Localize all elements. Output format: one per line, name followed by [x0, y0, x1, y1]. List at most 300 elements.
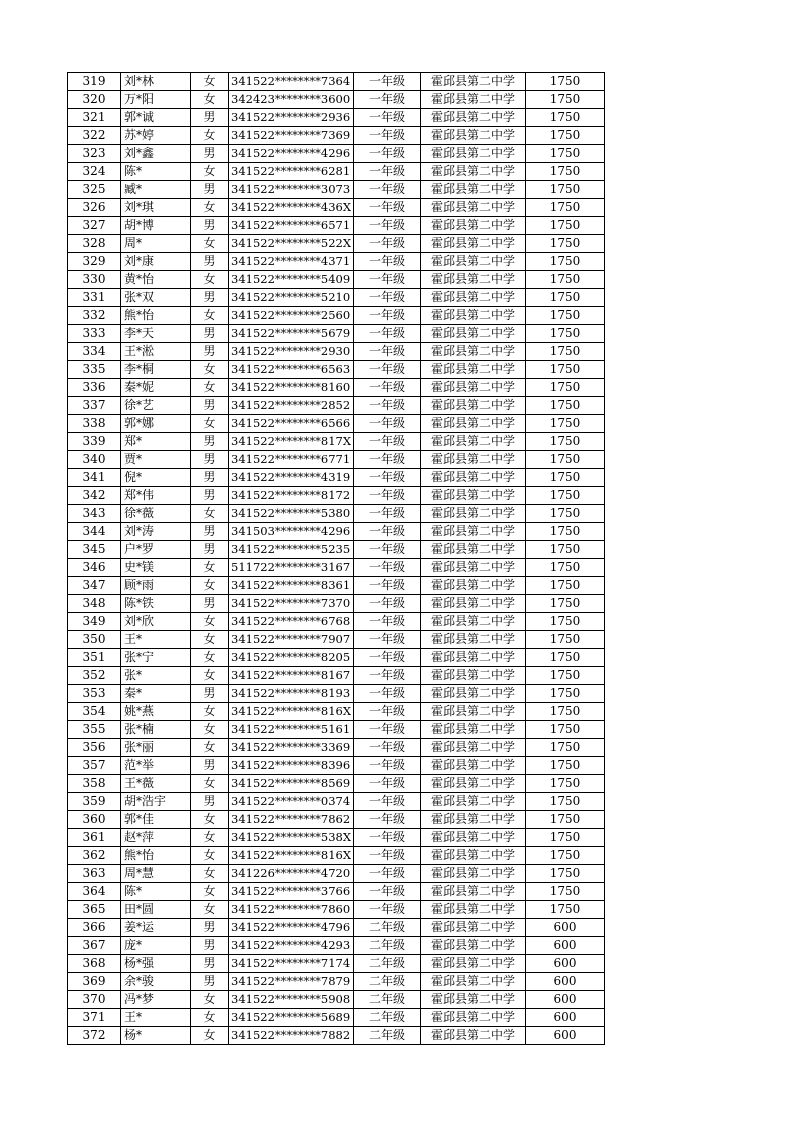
gender-cell: 男 — [191, 325, 229, 343]
name-cell: 万*阳 — [121, 91, 191, 109]
id-number-cell: 341226********4720 — [229, 865, 354, 883]
school-cell: 霍邱县第二中学 — [421, 451, 526, 469]
school-cell: 霍邱县第二中学 — [421, 73, 526, 91]
school-cell: 霍邱县第二中学 — [421, 415, 526, 433]
row-number-cell: 358 — [68, 775, 121, 793]
grade-cell: 一年级 — [354, 199, 421, 217]
gender-cell: 女 — [191, 559, 229, 577]
name-cell: 徐*艺 — [121, 397, 191, 415]
amount-cell: 1750 — [526, 757, 605, 775]
name-cell: 顾*雨 — [121, 577, 191, 595]
grade-cell: 一年级 — [354, 631, 421, 649]
id-number-cell: 341522********5689 — [229, 1009, 354, 1027]
gender-cell: 女 — [191, 991, 229, 1009]
name-cell: 姚*燕 — [121, 703, 191, 721]
school-cell: 霍邱县第二中学 — [421, 703, 526, 721]
id-number-cell: 511722********3167 — [229, 559, 354, 577]
gender-cell: 男 — [191, 973, 229, 991]
grade-cell: 二年级 — [354, 919, 421, 937]
school-cell: 霍邱县第二中学 — [421, 559, 526, 577]
amount-cell: 1750 — [526, 325, 605, 343]
grade-cell: 二年级 — [354, 1027, 421, 1045]
school-cell: 霍邱县第二中学 — [421, 685, 526, 703]
id-number-cell: 341522********5210 — [229, 289, 354, 307]
grade-cell: 一年级 — [354, 505, 421, 523]
id-number-cell: 341522********3369 — [229, 739, 354, 757]
table-row — [68, 379, 605, 397]
amount-cell: 1750 — [526, 577, 605, 595]
name-cell: 郑*伟 — [121, 487, 191, 505]
id-number-cell: 341522********8569 — [229, 775, 354, 793]
id-number-cell: 341522********6771 — [229, 451, 354, 469]
row-number-cell: 361 — [68, 829, 121, 847]
gender-cell: 女 — [191, 847, 229, 865]
row-number-cell: 366 — [68, 919, 121, 937]
gender-cell: 女 — [191, 379, 229, 397]
id-number-cell: 341522********8361 — [229, 577, 354, 595]
grade-cell: 二年级 — [354, 955, 421, 973]
id-number-cell: 341522********816X — [229, 847, 354, 865]
id-number-cell: 341503********4296 — [229, 523, 354, 541]
id-number-cell: 341522********6768 — [229, 613, 354, 631]
name-cell: 张*丽 — [121, 739, 191, 757]
id-number-cell: 341522********2936 — [229, 109, 354, 127]
school-cell: 霍邱县第二中学 — [421, 739, 526, 757]
name-cell: 李*桐 — [121, 361, 191, 379]
school-cell: 霍邱县第二中学 — [421, 163, 526, 181]
gender-cell: 男 — [191, 469, 229, 487]
grade-cell: 二年级 — [354, 937, 421, 955]
row-number-cell: 355 — [68, 721, 121, 739]
school-cell: 霍邱县第二中学 — [421, 469, 526, 487]
name-cell: 胡*博 — [121, 217, 191, 235]
table-row — [68, 631, 605, 649]
grade-cell: 一年级 — [354, 487, 421, 505]
id-number-cell: 341522********8172 — [229, 487, 354, 505]
school-cell: 霍邱县第二中学 — [421, 937, 526, 955]
grade-cell: 一年级 — [354, 469, 421, 487]
gender-cell: 男 — [191, 685, 229, 703]
grade-cell: 一年级 — [354, 451, 421, 469]
school-cell: 霍邱县第二中学 — [421, 631, 526, 649]
amount-cell: 600 — [526, 955, 605, 973]
id-number-cell: 341522********538X — [229, 829, 354, 847]
table-row — [68, 649, 605, 667]
name-cell: 田*圆 — [121, 901, 191, 919]
name-cell: 庞* — [121, 937, 191, 955]
school-cell: 霍邱县第二中学 — [421, 127, 526, 145]
gender-cell: 女 — [191, 631, 229, 649]
amount-cell: 1750 — [526, 739, 605, 757]
name-cell: 刘*琪 — [121, 199, 191, 217]
gender-cell: 女 — [191, 721, 229, 739]
table-row — [68, 217, 605, 235]
name-cell: 李*天 — [121, 325, 191, 343]
grade-cell: 一年级 — [354, 865, 421, 883]
id-number-cell: 341522********817X — [229, 433, 354, 451]
school-cell: 霍邱县第二中学 — [421, 991, 526, 1009]
name-cell: 刘*康 — [121, 253, 191, 271]
id-number-cell: 341522********7369 — [229, 127, 354, 145]
row-number-cell: 349 — [68, 613, 121, 631]
school-cell: 霍邱县第二中学 — [421, 91, 526, 109]
name-cell: 王* — [121, 631, 191, 649]
amount-cell: 1750 — [526, 379, 605, 397]
row-number-cell: 337 — [68, 397, 121, 415]
school-cell: 霍邱县第二中学 — [421, 181, 526, 199]
gender-cell: 女 — [191, 667, 229, 685]
table-row — [68, 901, 605, 919]
amount-cell: 600 — [526, 991, 605, 1009]
name-cell: 苏*婷 — [121, 127, 191, 145]
id-number-cell: 341522********6566 — [229, 415, 354, 433]
amount-cell: 1750 — [526, 487, 605, 505]
school-cell: 霍邱县第二中学 — [421, 919, 526, 937]
id-number-cell: 341522********8160 — [229, 379, 354, 397]
amount-cell: 1750 — [526, 703, 605, 721]
name-cell: 张*宁 — [121, 649, 191, 667]
name-cell: 范*举 — [121, 757, 191, 775]
amount-cell: 600 — [526, 1027, 605, 1045]
amount-cell: 1750 — [526, 883, 605, 901]
row-number-cell: 362 — [68, 847, 121, 865]
amount-cell: 1750 — [526, 847, 605, 865]
id-number-cell: 341522********816X — [229, 703, 354, 721]
row-number-cell: 352 — [68, 667, 121, 685]
amount-cell: 1750 — [526, 667, 605, 685]
school-cell: 霍邱县第二中学 — [421, 109, 526, 127]
table-row — [68, 793, 605, 811]
amount-cell: 1750 — [526, 793, 605, 811]
school-cell: 霍邱县第二中学 — [421, 487, 526, 505]
amount-cell: 600 — [526, 973, 605, 991]
id-number-cell: 341522********5679 — [229, 325, 354, 343]
row-number-cell: 354 — [68, 703, 121, 721]
name-cell: 刘*欣 — [121, 613, 191, 631]
name-cell: 陈* — [121, 883, 191, 901]
name-cell: 陈*铁 — [121, 595, 191, 613]
school-cell: 霍邱县第二中学 — [421, 1009, 526, 1027]
id-number-cell: 341522********5908 — [229, 991, 354, 1009]
grade-cell: 一年级 — [354, 343, 421, 361]
amount-cell: 1750 — [526, 505, 605, 523]
row-number-cell: 335 — [68, 361, 121, 379]
name-cell: 徐*薇 — [121, 505, 191, 523]
amount-cell: 1750 — [526, 343, 605, 361]
school-cell: 霍邱县第二中学 — [421, 883, 526, 901]
school-cell: 霍邱县第二中学 — [421, 955, 526, 973]
grade-cell: 一年级 — [354, 757, 421, 775]
table-row — [68, 163, 605, 181]
gender-cell: 男 — [191, 523, 229, 541]
table-row — [68, 721, 605, 739]
gender-cell: 女 — [191, 775, 229, 793]
id-number-cell: 341522********4296 — [229, 145, 354, 163]
name-cell: 臧* — [121, 181, 191, 199]
gender-cell: 女 — [191, 505, 229, 523]
gender-cell: 女 — [191, 73, 229, 91]
school-cell: 霍邱县第二中学 — [421, 505, 526, 523]
school-cell: 霍邱县第二中学 — [421, 325, 526, 343]
table-row — [68, 487, 605, 505]
grade-cell: 一年级 — [354, 901, 421, 919]
grade-cell: 一年级 — [354, 217, 421, 235]
grade-cell: 二年级 — [354, 1009, 421, 1027]
amount-cell: 1750 — [526, 685, 605, 703]
school-cell: 霍邱县第二中学 — [421, 793, 526, 811]
id-number-cell: 342423********3600 — [229, 91, 354, 109]
grade-cell: 一年级 — [354, 793, 421, 811]
amount-cell: 1750 — [526, 145, 605, 163]
gender-cell: 女 — [191, 127, 229, 145]
table-row — [68, 919, 605, 937]
table-row — [68, 829, 605, 847]
name-cell: 刘*鑫 — [121, 145, 191, 163]
id-number-cell: 341522********6281 — [229, 163, 354, 181]
id-number-cell: 341522********6571 — [229, 217, 354, 235]
gender-cell: 女 — [191, 613, 229, 631]
row-number-cell: 356 — [68, 739, 121, 757]
gender-cell: 女 — [191, 739, 229, 757]
gender-cell: 男 — [191, 451, 229, 469]
row-number-cell: 359 — [68, 793, 121, 811]
table-row — [68, 739, 605, 757]
grade-cell: 一年级 — [354, 235, 421, 253]
name-cell: 刘*涛 — [121, 523, 191, 541]
student-table — [67, 72, 605, 1045]
school-cell: 霍邱县第二中学 — [421, 721, 526, 739]
amount-cell: 1750 — [526, 631, 605, 649]
table-row — [68, 199, 605, 217]
grade-cell: 一年级 — [354, 127, 421, 145]
amount-cell: 1750 — [526, 181, 605, 199]
grade-cell: 一年级 — [354, 685, 421, 703]
id-number-cell: 341522********3073 — [229, 181, 354, 199]
row-number-cell: 368 — [68, 955, 121, 973]
id-number-cell: 341522********0374 — [229, 793, 354, 811]
table-row — [68, 253, 605, 271]
id-number-cell: 341522********7860 — [229, 901, 354, 919]
amount-cell: 1750 — [526, 73, 605, 91]
id-number-cell: 341522********2930 — [229, 343, 354, 361]
row-number-cell: 357 — [68, 757, 121, 775]
table-row — [68, 289, 605, 307]
grade-cell: 一年级 — [354, 91, 421, 109]
name-cell: 熊*怡 — [121, 847, 191, 865]
grade-cell: 一年级 — [354, 163, 421, 181]
id-number-cell: 341522********2560 — [229, 307, 354, 325]
school-cell: 霍邱县第二中学 — [421, 973, 526, 991]
table-row — [68, 847, 605, 865]
school-cell: 霍邱县第二中学 — [421, 595, 526, 613]
name-cell: 史*镁 — [121, 559, 191, 577]
school-cell: 霍邱县第二中学 — [421, 361, 526, 379]
grade-cell: 一年级 — [354, 775, 421, 793]
gender-cell: 男 — [191, 109, 229, 127]
name-cell: 郭*诚 — [121, 109, 191, 127]
amount-cell: 1750 — [526, 613, 605, 631]
row-number-cell: 340 — [68, 451, 121, 469]
table-row — [68, 181, 605, 199]
table-row — [68, 127, 605, 145]
id-number-cell: 341522********522X — [229, 235, 354, 253]
amount-cell: 1750 — [526, 541, 605, 559]
gender-cell: 女 — [191, 649, 229, 667]
grade-cell: 一年级 — [354, 883, 421, 901]
row-number-cell: 351 — [68, 649, 121, 667]
table-row — [68, 145, 605, 163]
gender-cell: 男 — [191, 955, 229, 973]
name-cell: 秦* — [121, 685, 191, 703]
id-number-cell: 341522********4796 — [229, 919, 354, 937]
amount-cell: 1750 — [526, 865, 605, 883]
gender-cell: 男 — [191, 397, 229, 415]
amount-cell: 1750 — [526, 559, 605, 577]
id-number-cell: 341522********5161 — [229, 721, 354, 739]
row-number-cell: 334 — [68, 343, 121, 361]
school-cell: 霍邱县第二中学 — [421, 433, 526, 451]
school-cell: 霍邱县第二中学 — [421, 307, 526, 325]
table-row — [68, 883, 605, 901]
gender-cell: 男 — [191, 919, 229, 937]
amount-cell: 1750 — [526, 415, 605, 433]
id-number-cell: 341522********8167 — [229, 667, 354, 685]
grade-cell: 二年级 — [354, 991, 421, 1009]
grade-cell: 一年级 — [354, 559, 421, 577]
school-cell: 霍邱县第二中学 — [421, 613, 526, 631]
amount-cell: 1750 — [526, 253, 605, 271]
grade-cell: 一年级 — [354, 613, 421, 631]
row-number-cell: 322 — [68, 127, 121, 145]
grade-cell: 一年级 — [354, 181, 421, 199]
row-number-cell: 328 — [68, 235, 121, 253]
table-row — [68, 271, 605, 289]
grade-cell: 一年级 — [354, 703, 421, 721]
gender-cell: 女 — [191, 415, 229, 433]
row-number-cell: 330 — [68, 271, 121, 289]
row-number-cell: 346 — [68, 559, 121, 577]
table-row — [68, 595, 605, 613]
gender-cell: 女 — [191, 271, 229, 289]
amount-cell: 600 — [526, 919, 605, 937]
table-row — [68, 757, 605, 775]
grade-cell: 一年级 — [354, 541, 421, 559]
amount-cell: 1750 — [526, 523, 605, 541]
id-number-cell: 341522********4319 — [229, 469, 354, 487]
row-number-cell: 364 — [68, 883, 121, 901]
amount-cell: 1750 — [526, 361, 605, 379]
row-number-cell: 344 — [68, 523, 121, 541]
name-cell: 赵*萍 — [121, 829, 191, 847]
name-cell: 张*双 — [121, 289, 191, 307]
row-number-cell: 331 — [68, 289, 121, 307]
school-cell: 霍邱县第二中学 — [421, 271, 526, 289]
row-number-cell: 350 — [68, 631, 121, 649]
name-cell: 杨*强 — [121, 955, 191, 973]
row-number-cell: 323 — [68, 145, 121, 163]
id-number-cell: 341522********6563 — [229, 361, 354, 379]
amount-cell: 1750 — [526, 91, 605, 109]
table-row — [68, 613, 605, 631]
amount-cell: 1750 — [526, 289, 605, 307]
school-cell: 霍邱县第二中学 — [421, 379, 526, 397]
row-number-cell: 348 — [68, 595, 121, 613]
name-cell: 胡*浩宇 — [121, 793, 191, 811]
name-cell: 冯*梦 — [121, 991, 191, 1009]
grade-cell: 一年级 — [354, 721, 421, 739]
name-cell: 郑* — [121, 433, 191, 451]
gender-cell: 男 — [191, 217, 229, 235]
row-number-cell: 345 — [68, 541, 121, 559]
school-cell: 霍邱县第二中学 — [421, 649, 526, 667]
row-number-cell: 339 — [68, 433, 121, 451]
gender-cell: 男 — [191, 433, 229, 451]
id-number-cell: 341522********8396 — [229, 757, 354, 775]
id-number-cell: 341522********7370 — [229, 595, 354, 613]
grade-cell: 一年级 — [354, 739, 421, 757]
gender-cell: 男 — [191, 487, 229, 505]
row-number-cell: 326 — [68, 199, 121, 217]
school-cell: 霍邱县第二中学 — [421, 865, 526, 883]
school-cell: 霍邱县第二中学 — [421, 757, 526, 775]
grade-cell: 一年级 — [354, 433, 421, 451]
name-cell: 张* — [121, 667, 191, 685]
table-row — [68, 343, 605, 361]
amount-cell: 1750 — [526, 901, 605, 919]
school-cell: 霍邱县第二中学 — [421, 523, 526, 541]
gender-cell: 男 — [191, 253, 229, 271]
school-cell: 霍邱县第二中学 — [421, 289, 526, 307]
name-cell: 余*骏 — [121, 973, 191, 991]
table-row — [68, 955, 605, 973]
id-number-cell: 341522********5409 — [229, 271, 354, 289]
grade-cell: 一年级 — [354, 595, 421, 613]
grade-cell: 一年级 — [354, 667, 421, 685]
table-row — [68, 109, 605, 127]
gender-cell: 女 — [191, 1027, 229, 1045]
gender-cell: 女 — [191, 307, 229, 325]
amount-cell: 1750 — [526, 397, 605, 415]
id-number-cell: 341522********4293 — [229, 937, 354, 955]
name-cell: 黄*怡 — [121, 271, 191, 289]
table-row — [68, 469, 605, 487]
gender-cell: 男 — [191, 541, 229, 559]
table-row — [68, 235, 605, 253]
id-number-cell: 341522********8193 — [229, 685, 354, 703]
row-number-cell: 333 — [68, 325, 121, 343]
id-number-cell: 341522********7879 — [229, 973, 354, 991]
gender-cell: 女 — [191, 865, 229, 883]
name-cell: 王*薇 — [121, 775, 191, 793]
grade-cell: 一年级 — [354, 577, 421, 595]
name-cell: 姜*运 — [121, 919, 191, 937]
row-number-cell: 363 — [68, 865, 121, 883]
gender-cell: 女 — [191, 235, 229, 253]
table-row — [68, 541, 605, 559]
table-row — [68, 991, 605, 1009]
gender-cell: 女 — [191, 829, 229, 847]
grade-cell: 一年级 — [354, 415, 421, 433]
gender-cell: 女 — [191, 1009, 229, 1027]
name-cell: 倪* — [121, 469, 191, 487]
grade-cell: 一年级 — [354, 145, 421, 163]
row-number-cell: 325 — [68, 181, 121, 199]
row-number-cell: 370 — [68, 991, 121, 1009]
gender-cell: 女 — [191, 811, 229, 829]
grade-cell: 二年级 — [354, 973, 421, 991]
gender-cell: 女 — [191, 901, 229, 919]
id-number-cell: 341522********3766 — [229, 883, 354, 901]
